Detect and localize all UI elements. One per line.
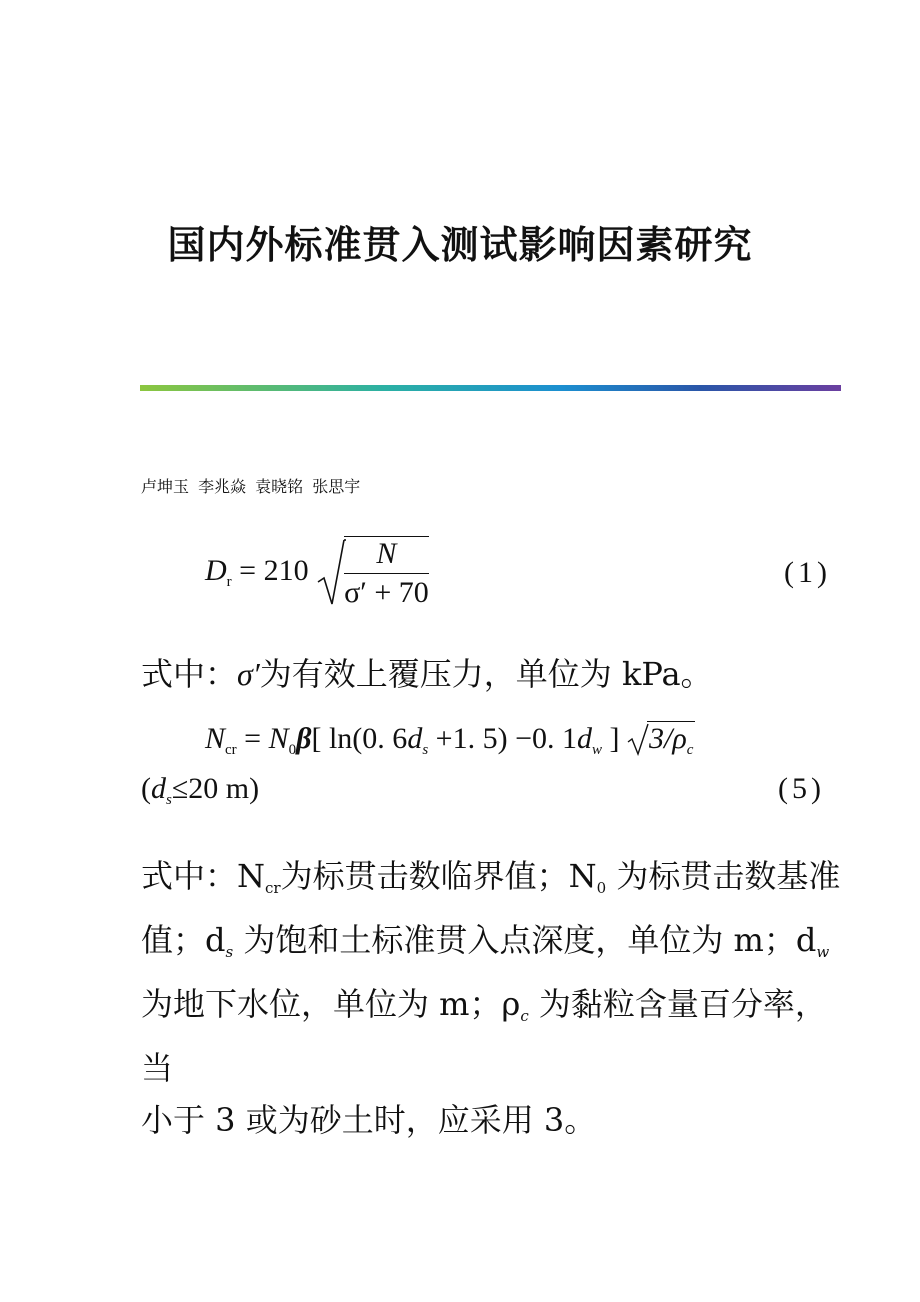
eq5-rho-sub: c [686,742,694,758]
title-divider [140,385,841,391]
note5-l1a: 式中：N [141,857,266,895]
eq5-n0-sub: 0 [288,742,297,758]
eq1-coef: = 210 [239,553,309,587]
eq5-l2-var: d [151,772,166,805]
eq5-ds-sub: s [422,742,429,758]
eq5-lhs-sub: cr [225,742,237,758]
eq5-bracket-open: [ ln(0. 6 [311,722,408,755]
eq1-sqrt [316,536,429,610]
sqrt-sign-icon [627,722,649,756]
document-title: 国内外标准贯入测试影响因素研究 [167,222,753,267]
eq5-l2-sub: s [166,792,172,808]
note1-text: 为有效上覆压力，单位为 kPa。 [259,655,713,693]
eq1-numerator: N [344,537,429,574]
eq5-eq-sign: = [244,722,262,755]
eq1-lhs-var: D [205,553,227,587]
eq5-dw-sub: w [591,742,602,758]
eq1-denominator: σ′ + 70 [344,576,429,609]
note5-l1b: 为标贯击数临界值；N [280,857,597,895]
eq5-l2-rest: ≤20 m) [171,772,260,805]
note5-line-2 [141,914,841,978]
note5-l3a: 为地下水位，单位为 m；ρ [141,985,521,1023]
note5-l2b: 为饱和土标准贯入点深度，单位为 m；d [233,921,817,959]
eq5-l2-open: ( [141,772,151,805]
eq5-beta: β [296,722,312,755]
equation-1-note [141,650,841,698]
note5-l1-sub: cr [265,879,281,897]
eq5-sqrt-content [647,721,695,758]
eq5-sqrt-text: 3/ρ [649,722,687,755]
note5-l1-sub2: 0 [596,879,607,897]
note5-l2a: 值；d [141,921,226,959]
eq5-dw: d [576,722,592,755]
eq5-lhs-var: N [205,722,226,755]
note1-prefix: 式中： [141,655,238,693]
note5-l1c: 为标贯击数基准 [606,857,841,895]
note5-line-4: 小于 3 或为砂土时，应采用 3。 [141,1101,597,1139]
equation-1-number: (1) [784,556,831,589]
note5-l2-sub2: w [816,943,830,961]
author-list: 卢坤玉 李兆焱 袁晓铭 张思宇 [141,477,361,496]
equation-5-line-1 [205,722,695,759]
eq1-lhs-sub: r [226,573,232,590]
eq5-ds: d [407,722,423,755]
equation-1 [205,536,429,610]
equation-5-line-2 [141,772,259,809]
note5-line-3 [141,978,841,1094]
note5-line-1 [141,850,841,914]
eq5-mid: +1. 5) −0. 1 [435,722,577,755]
sqrt-sign-icon [316,538,346,608]
eq5-bracket-close: ] [609,722,620,755]
equation-5-note [141,850,841,1146]
eq1-fraction [344,536,429,610]
eq5-n0: N [268,722,289,755]
equation-5-number: (5) [778,772,825,805]
note5-l3b: 为黏粒含量百分率，当 [141,985,827,1087]
note5-l2-sub: s [225,943,234,961]
note5-l3-sub: c [520,1007,529,1025]
note1-symbol: σ′ [237,656,260,692]
